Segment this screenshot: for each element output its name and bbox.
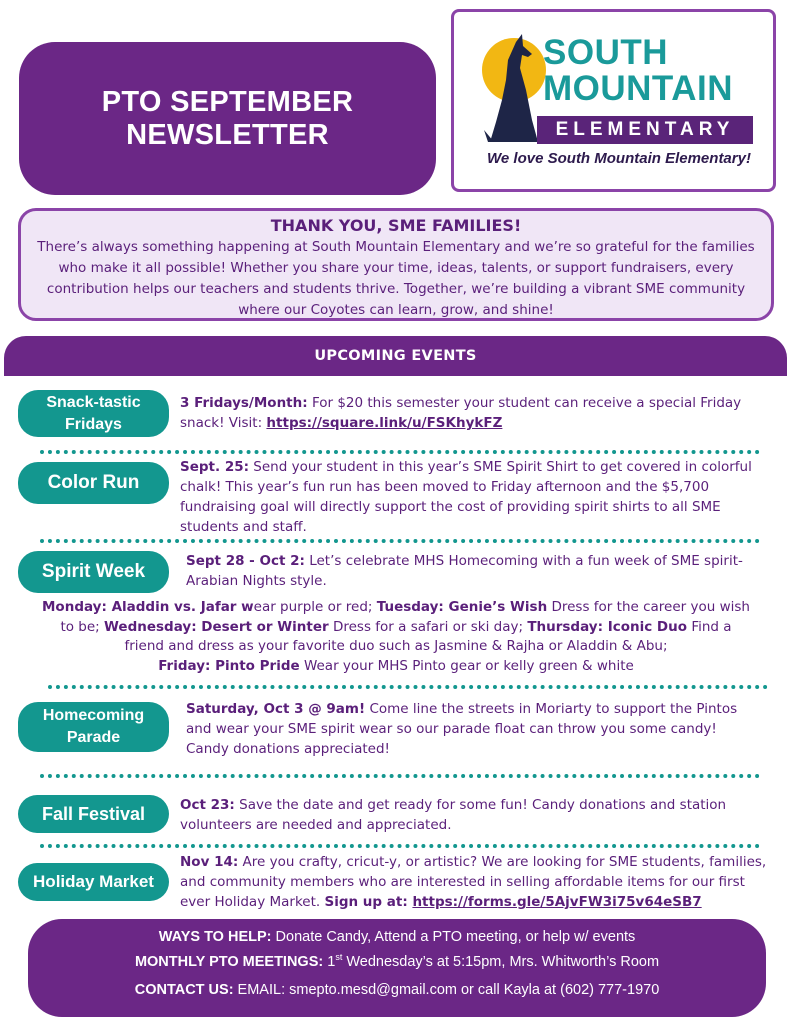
contact-label: CONTACT US:: [134, 982, 234, 998]
contact-text: EMAIL: smepto.mesd@gmail.com or call Kayla at (602) 777-1970: [233, 982, 660, 998]
wednesday-label: Wednesday: Desert or Winter: [104, 618, 329, 635]
parade-lead: Saturday, Oct 3 @ 9am!: [186, 701, 366, 717]
parade-text: Come line the streets in Moriarty to support the Pintos and wear your SME spirit wear so our parade float can throw you some candy! Candy donations appreciated!: [186, 701, 738, 757]
tuesday-label: Tuesday: Genie’s Wish: [376, 599, 548, 615]
fall-text: Save the date and get ready for some fun! Candy donations and station volunteers are needed and appreciated.: [180, 797, 727, 833]
contact-row: [28, 978, 766, 1003]
holiday-signup: Sign up at:: [324, 894, 413, 910]
snack-label-line1: Snack-tastic: [46, 393, 141, 411]
thank-you-body: There’s always something happening at South Mountain Elementary and we’re so grateful for the families who make it all possible! Whether you share your time, ideas, talents, or support fundraisers, every contribution helps our teachers and students thrive. Together, we’re building a vibrant SME community where our Coyotes can learn, grow, and shine!: [37, 239, 755, 318]
holiday-text: Are you crafty, cricut-y, or artistic? We are looking for SME students, families, and community members who are interested in selling affordable items for our first ever Holiday Market.: [180, 854, 767, 910]
fall-lead: Oct 23:: [180, 797, 235, 813]
thursday-text: Find a friend and dress as your favorite duo such as Jasmine & Rajha or Aladdin & Abu;: [124, 618, 732, 654]
logo-tagline: We love South Mountain Elementary!: [487, 150, 751, 167]
fall-festival-label: Fall Festival: [18, 795, 169, 833]
ways-to-help-row: [28, 925, 766, 950]
pto-meetings-row: [28, 950, 766, 975]
tuesday-text: Dress for the career you wish to be;: [60, 599, 750, 635]
logo-south-text: SOUTH: [543, 33, 668, 72]
newsletter-title-banner: [19, 42, 436, 195]
footer-info: [28, 919, 766, 1017]
school-logo: [451, 9, 776, 192]
snack-fridays-description: [180, 393, 770, 433]
pto-meetings-label: MONTHLY PTO MEETINGS:: [134, 954, 324, 970]
monday-label: Monday: Aladdin vs. Jafar w: [42, 599, 254, 615]
wednesday-text: Dress for a safari or ski day;: [328, 618, 528, 635]
monday-text: ear purple or red;: [253, 599, 377, 615]
upcoming-events-header: UPCOMING EVENTS: [4, 336, 787, 376]
holiday-lead: Nov 14:: [180, 854, 239, 870]
pto-meetings-num: 1: [323, 954, 336, 970]
snack-text: For $20 this semester your student can receive a special Friday snack! Visit:: [180, 395, 742, 431]
ways-to-help-label: WAYS TO HELP:: [158, 929, 272, 945]
divider: [40, 844, 760, 848]
pto-meetings-text: Wednesday’s at 5:15pm, Mrs. Whitworth’s Room: [342, 954, 660, 970]
ways-to-help-text: Donate Candy, Attend a PTO meeting, or help w/ events: [271, 929, 636, 945]
spirit-week-label: Spirit Week: [18, 551, 169, 593]
divider: [40, 539, 760, 543]
pto-meetings-sup: st: [335, 952, 343, 963]
thank-you-title: THANK YOU, SME FAMILIES!: [270, 216, 522, 235]
holiday-market-description: [180, 852, 775, 912]
snack-fridays-label: [18, 390, 169, 437]
thursday-label: Thursday: Iconic Duo: [527, 618, 688, 635]
logo-elementary-text: ELEMENTARY: [537, 116, 753, 144]
friday-text: Wear your MHS Pinto gear or kelly green & white: [299, 657, 634, 674]
parade-label-line1: Homecoming: [42, 707, 145, 724]
friday-label: Friday: Pinto Pride: [158, 657, 300, 674]
homecoming-parade-label: [18, 702, 169, 752]
snack-label-line2: Fridays: [65, 415, 122, 433]
divider: [40, 774, 760, 778]
color-run-description: [180, 457, 775, 537]
thank-you-section: [18, 208, 774, 321]
spirit-week-text: Let’s celebrate MHS Homecoming with a fun week of SME spirit- Arabian Nights style.: [186, 553, 743, 589]
snack-link[interactable]: https://square.link/u/FSKhykFZ: [266, 415, 503, 431]
newsletter-title-line2: NEWSLETTER: [126, 118, 329, 151]
coyote-howling-icon: [476, 30, 546, 150]
holiday-link[interactable]: https://forms.gle/5AjvFW3i75v64eSB7: [412, 894, 702, 910]
logo-mountain-text: MOUNTAIN: [543, 69, 733, 108]
parade-label-line2: Parade: [66, 729, 121, 746]
divider: [40, 450, 760, 454]
color-run-text: Send your student in this year’s SME Spirit Shirt to get covered in colorful chalk! This year’s fun run has been moved to Friday afternoon and the $5,700 fundraising goal will directly support the cost of providing spirit shirts to all SME students and staff.: [180, 459, 752, 535]
homecoming-parade-description: [186, 699, 746, 759]
color-run-lead: Sept. 25:: [180, 459, 250, 475]
holiday-market-label: Holiday Market: [18, 863, 169, 901]
newsletter-title-line1: PTO SEPTEMBER: [101, 85, 354, 118]
color-run-label: Color Run: [18, 462, 169, 504]
divider: [48, 685, 768, 689]
fall-festival-description: [180, 795, 750, 835]
spirit-week-description: [186, 551, 746, 591]
spirit-week-lead: Sept 28 - Oct 2:: [186, 553, 305, 569]
snack-lead: 3 Fridays/Month:: [180, 395, 308, 411]
spirit-week-days: [40, 598, 752, 676]
